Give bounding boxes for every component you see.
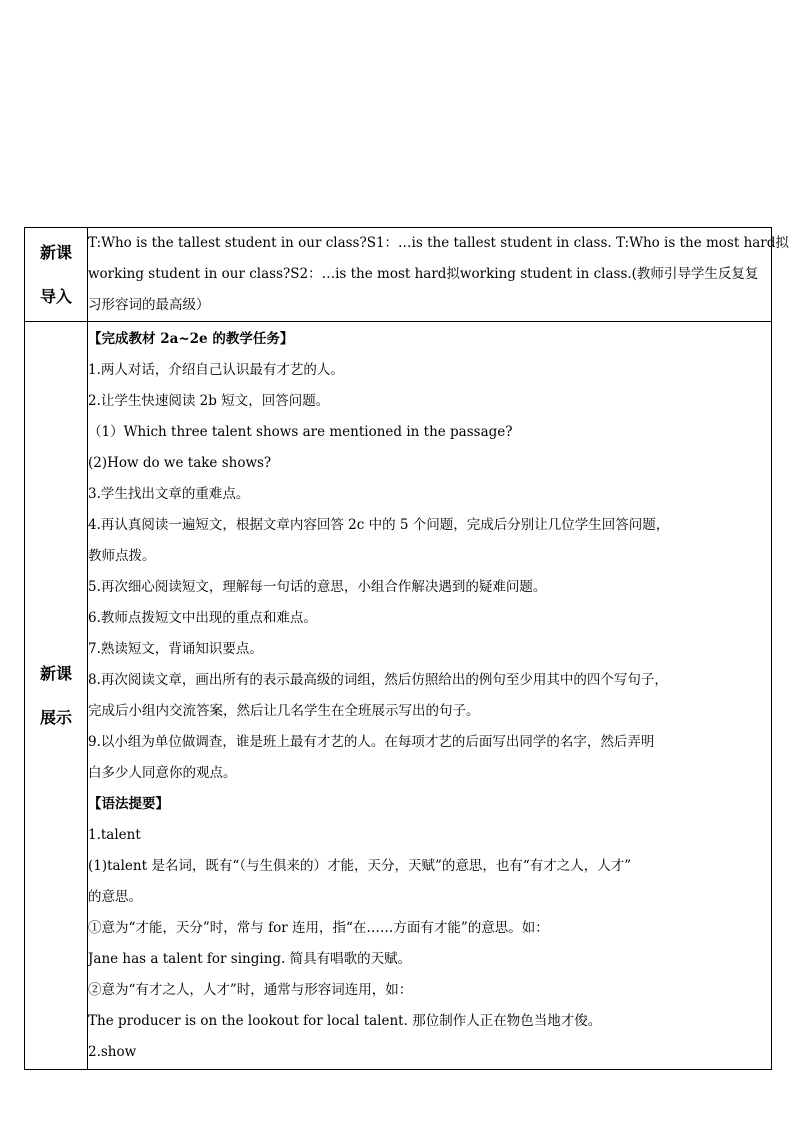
section-heading: 【语法提要】	[88, 795, 169, 812]
example-line: Jane has a talent for singing. 简具有唱歌的天赋。	[88, 950, 412, 967]
show-row	[25, 322, 772, 1070]
step-line: 7.熟读短文，背诵知识要点。	[88, 640, 263, 657]
step-line: 完成后小组内交流答案，然后让几名学生在全班展示写出的句子。	[88, 702, 480, 719]
step-line: 白多少人同意你的观点。	[88, 764, 237, 781]
step-line: 教师点拨。	[88, 547, 156, 564]
grammar-line: 1.talent	[88, 826, 141, 843]
step-line: 1.两人对话，介绍自己认识最有才艺的人。	[88, 361, 344, 378]
lesson-plan-table	[24, 227, 789, 1070]
grammar-line: ②意为“有才之人，人才”时，通常与形容词连用，如：	[88, 981, 413, 998]
grammar-line: (1)talent 是名词，既有“（与生俱来的）才能，天分，天赋”的意思，也有“有才之人，人才”	[88, 857, 632, 874]
intro-label-line1: 新课	[39, 242, 72, 262]
step-line: 2.让学生快速阅读 2b 短文，回答问题。	[88, 392, 330, 409]
intro-text-line: 习形容词的最高级）	[88, 297, 210, 313]
show-label-line2: 展示	[39, 707, 72, 727]
intro-text-line: T:Who is the tallest student in our class?S1：…is the tallest student in class. T:Who is the most hard拟	[88, 235, 789, 251]
grammar-line: ①意为“才能，天分”时，常与 for 连用，指“在……方面有才能”的意思。如：	[88, 919, 549, 936]
step-line: 9.以小组为单位做调查，谁是班上最有才艺的人。在每项才艺的后面写出同学的名字，然后弄明	[88, 733, 655, 750]
show-label-line1: 新课	[39, 663, 72, 683]
example-line: The producer is on the lookout for local talent. 那位制作人正在物色当地才俊。	[88, 1012, 602, 1029]
step-line: 8.再次阅读文章，画出所有的表示最高级的词组，然后仿照给出的例句至少用其中的四个写句子，	[88, 671, 668, 688]
intro-content-cell	[88, 228, 789, 322]
show-label-cell	[25, 322, 88, 1070]
intro-label-cell	[25, 228, 88, 322]
question-line: (2)How do we take shows?	[88, 454, 272, 471]
section-heading: 【完成教材 2a~2e 的教学任务】	[88, 330, 294, 347]
step-line: 3.学生找出文章的重难点。	[88, 485, 250, 502]
step-line: 5.再次细心阅读短文，理解每一句话的意思，小组合作解决遇到的疑难问题。	[88, 578, 547, 595]
intro-row	[25, 228, 772, 322]
show-content-cell	[88, 322, 772, 1070]
grammar-line: 2.show	[88, 1043, 137, 1060]
intro-text-line: working student in our class?S2：…is the most hard拟working student in class.(教师引导学生反复复	[88, 266, 759, 282]
question-line: （1）Which three talent shows are mentioned in the passage?	[88, 423, 513, 440]
step-line: 6.教师点拨短文中出现的重点和难点。	[88, 609, 317, 626]
grammar-line: 的意思。	[88, 888, 142, 905]
step-line: 4.再认真阅读一遍短文，根据文章内容回答 2c 中的 5 个问题，完成后分别让几位学生回答问题，	[88, 516, 670, 533]
intro-label-line2: 导入	[39, 286, 72, 306]
